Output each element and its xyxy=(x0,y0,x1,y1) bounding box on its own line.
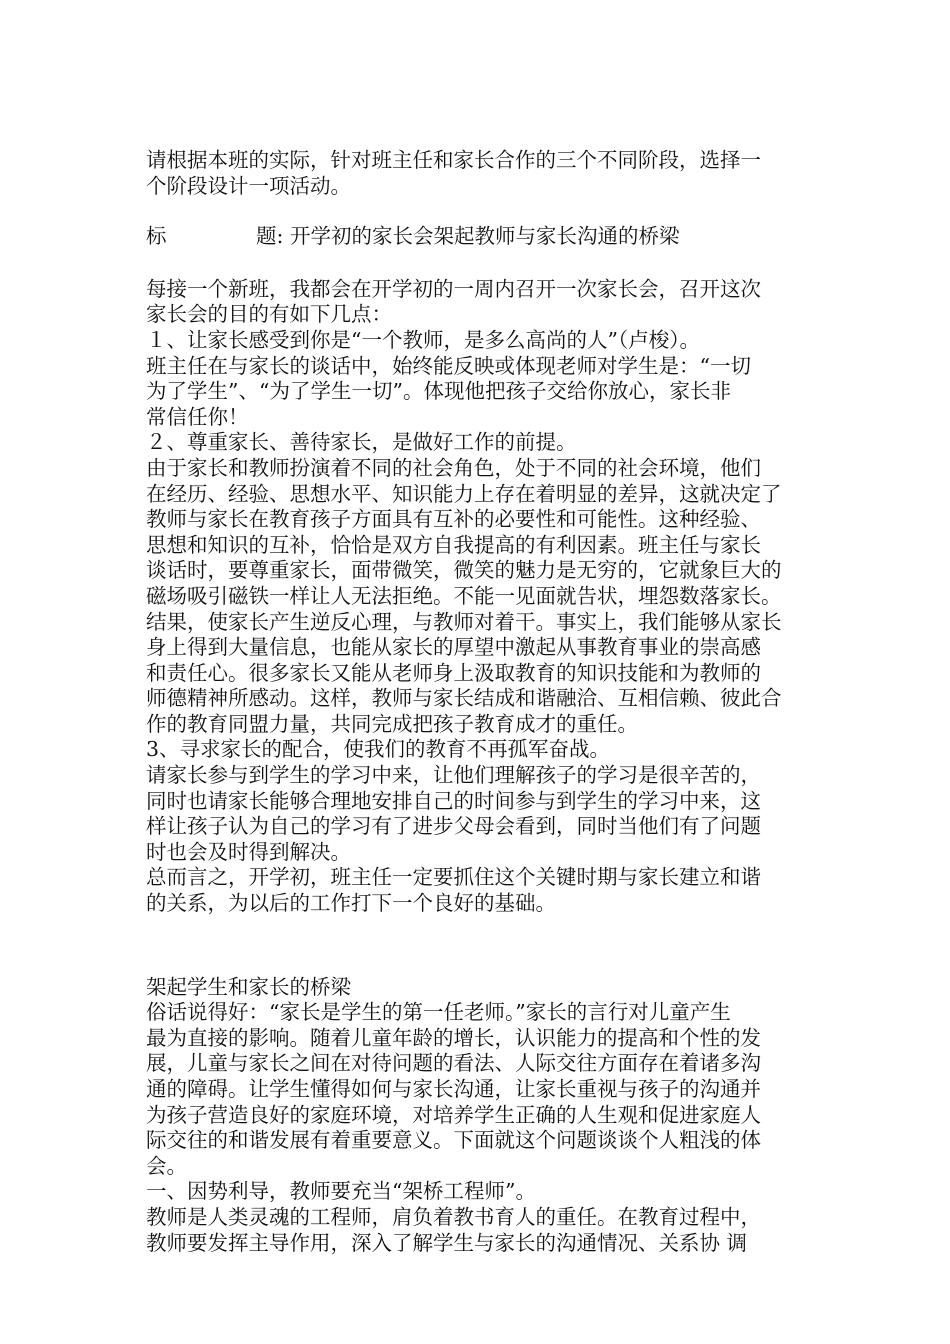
section1-line: 时也会及时得到解决。 xyxy=(146,839,351,864)
section1-line: 由于家长和教师扮演着不同的社会角色，处于不同的社会环境，他们 xyxy=(146,455,761,480)
section1-line: 谈话时，要尊重家长，面带微笑，微笑的魅力是无穷的，它就象巨大的 xyxy=(146,558,782,583)
document-title xyxy=(146,224,816,250)
section1-line: 思想和知识的互补，恰恰是双方自我提高的有利因素。班主任与家长 xyxy=(146,532,761,557)
section2-line: 俗话说得好：“家长是学生的第一任老师。”家长的言行对儿童产生 xyxy=(146,1000,731,1025)
section1-line: 作的教育同盟力量，共同完成把孩子教育成才的重任。 xyxy=(146,711,638,736)
section1-line: 为了学生”、“为了学生一切”。体现他把孩子交给你放心，家长非 xyxy=(146,379,731,404)
section2-line: 一、因势利导，教师要充当“架桥工程师”。 xyxy=(146,1179,536,1204)
section1-line: 和责任心。很多家长又能从老师身上汲取教育的知识技能和为教师的 xyxy=(146,660,761,685)
document-page xyxy=(146,148,816,1256)
section1-line: 每接一个新班，我都会在开学初的一周内召开一次家长会，召开这次 xyxy=(146,276,761,301)
section2-line: 展，儿童与家长之间在对待问题的看法、人际交往方面存在着诸多沟 xyxy=(146,1051,761,1076)
section1-line: 在经历、经验、思想水平、知识能力上存在着明显的差异，这就决定了 xyxy=(146,481,782,506)
intro-line-2: 个阶段设计一项活动。 xyxy=(146,173,351,198)
section1-line: 教师与家长在教育孩子方面具有互补的必要性和可能性。这种经验、 xyxy=(146,507,761,532)
title-label-b: 题: xyxy=(256,224,284,249)
section1-line: 磁场吸引磁铁一样让人无法拒绝。不能一见面就告状，埋怨数落家长。 xyxy=(146,583,782,608)
section-2-body xyxy=(146,975,816,1257)
title-label-a: 标 xyxy=(146,224,167,249)
section1-line: 家长会的目的有如下几点： xyxy=(146,302,392,327)
section1-line: 身上得到大量信息，也能从家长的厚望中激起从事教育事业的崇高感 xyxy=(146,635,761,660)
section2-line: 通的障碍。让学生懂得如何与家长沟通，让家长重视与孩子的沟通并 xyxy=(146,1077,761,1101)
section1-line: ２、尊重家长、善待家长，是做好工作的前提。 xyxy=(146,430,577,455)
section1-line: 的关系，为以后的工作打下一个良好的基础。 xyxy=(146,891,556,916)
section2-line: 教师要发挥主导作用，深入了解学生与家长的沟通情况、关系协 调 xyxy=(146,1230,748,1255)
section1-line: 结果，使家长产生逆反心理，与教师对着干。事实上，我们能够从家长 xyxy=(146,609,782,634)
section-1-body xyxy=(146,277,816,917)
section1-line: 样让孩子认为自己的学习有了进步父母会看到，同时当他们有了问题 xyxy=(146,814,761,839)
section2-line: 最为直接的影响。随着儿童年龄的增长，认识能力的提高和个性的发 xyxy=(146,1025,761,1050)
section2-line: 会。 xyxy=(146,1153,187,1178)
section1-line: 常信任你！ xyxy=(146,404,249,429)
section1-line: 同时也请家长能够合理地安排自己的时间参与到学生的学习中来，这 xyxy=(146,788,761,813)
section1-line: 总而言之，开学初，班主任一定要抓住这个关键时期与家长建立和谐 xyxy=(146,865,761,890)
section1-line: 班主任在与家长的谈话中，始终能反映或体现老师对学生是：“一切 xyxy=(146,353,751,378)
section2-line: 为孩子营造良好的家庭环境，对培养学生正确的人生观和促进家庭人 xyxy=(146,1102,761,1127)
section1-line: 3、寻求家长的配合，使我们的教育不再孤军奋战。 xyxy=(146,737,611,762)
section2-line: 际交往的和谐发展有着重要意义。下面就这个问题谈谈个人粗浅的体 xyxy=(146,1128,761,1153)
intro-line-1: 请根据本班的实际，针对班主任和家长合作的三个不同阶段，选择一 xyxy=(146,148,761,172)
section1-line: １、让家长感受到你是“一个教师，是多么高尚的人”（卢梭）。 xyxy=(146,327,700,352)
section1-line: 请家长参与到学生的学习中来，让他们理解孩子的学习是很辛苦的， xyxy=(146,763,761,788)
section1-line: 师德精神所感动。这样，教师与家长结成和谐融洽、互相信赖、彼此合 xyxy=(146,686,782,711)
title-text: 开学初的家长会架起教师与家长沟通的桥梁 xyxy=(289,224,680,249)
section2-line: 教师是人类灵魂的工程师，肩负着教书育人的重任。在教育过程中， xyxy=(146,1204,761,1229)
section2-line: 架起学生和家长的桥梁 xyxy=(146,974,351,999)
